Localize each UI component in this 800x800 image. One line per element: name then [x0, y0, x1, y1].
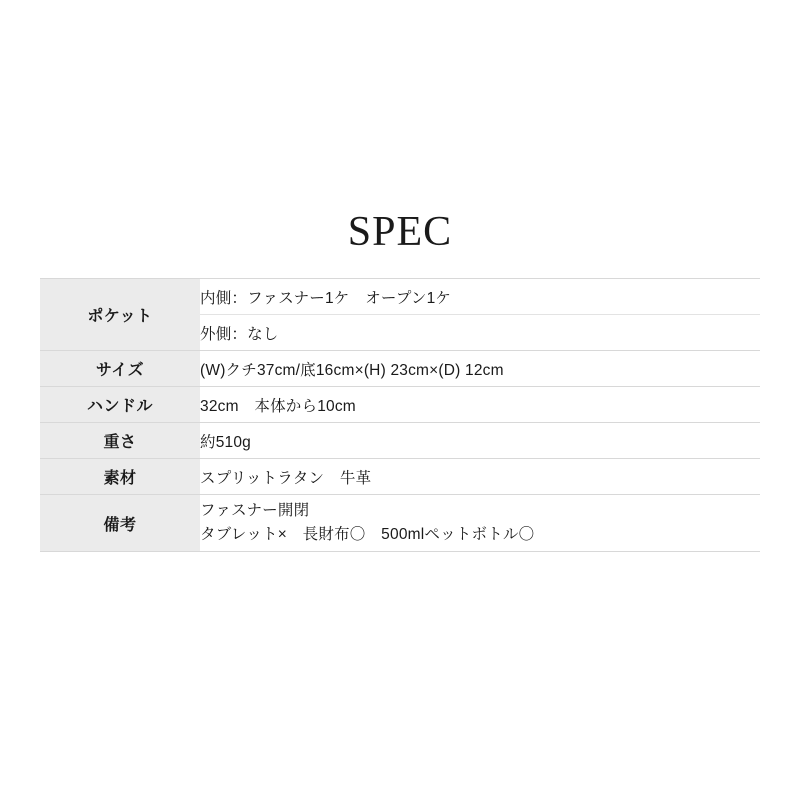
row-label-notes: 備考	[40, 495, 200, 552]
row-label-handle: ハンドル	[40, 387, 200, 423]
row-value-notes-line-2: タブレット× 長財布〇 500mlペットボトル〇	[200, 526, 535, 544]
table-row	[40, 459, 760, 495]
row-value-notes	[200, 495, 760, 552]
row-label-size: サイズ	[40, 351, 200, 387]
row-value-notes-line-1: ファスナー開閉	[200, 502, 310, 519]
table-row	[40, 423, 760, 459]
table-row	[40, 351, 760, 387]
table-row	[40, 495, 760, 552]
row-label-pocket: ポケット	[40, 279, 200, 351]
row-value-pocket-inner: 内側：ファスナー1ケ オープン1ケ	[200, 279, 760, 315]
row-label-material: 素材	[40, 459, 200, 495]
page-title: SPEC	[347, 209, 453, 255]
spec-table	[40, 278, 760, 552]
table-row	[40, 279, 760, 315]
row-value-material: スプリットラタン 牛革	[200, 459, 760, 495]
row-value-handle: 32cm 本体から10cm	[200, 387, 760, 423]
row-label-weight: 重さ	[40, 423, 200, 459]
table-row	[40, 387, 760, 423]
row-value-pocket-outer: 外側：なし	[200, 315, 760, 351]
spec-table-container	[40, 278, 760, 552]
row-value-size: (W)クチ37cm/底16cm×(H) 23cm×(D) 12cm	[200, 351, 760, 387]
row-value-weight: 約510g	[200, 423, 760, 459]
